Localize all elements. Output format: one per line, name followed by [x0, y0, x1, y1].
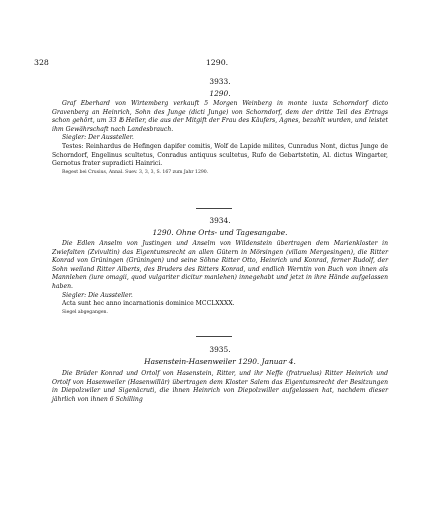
doc-number: 3933.: [209, 77, 231, 86]
doc-summary: Die Brüder Konrad und Ortolf von Hasenstein, Ritter, und ihr Neffe (fratruelus) Ritter Heinrich und Ortolf von Hasenweiler (Hasenwillär) übertragen dem Kloster Salem das Eigentumsrecht der Besitzungen in Diepolzwiler und Sigenäcruti, die ihnen Heinrich von Diepolzwiller aufgelassen hat, nachdem dieser jährlich von ihnen 6 Schilling: [52, 370, 388, 403]
doc-summary: Graf Eberhard von Wirtemberg verkauft 5 Morgen Weinberg in monte iuxta Schorndorf dicto Gravenberg an Heinrich, Sohn des Junge (dicti Junge) von Schorndorf, dem der dritte Teil des Ertrags schon gehört, um 33 ℔ Heller, die aus der Mitgift der Frau des Käufers, Agnes, bezahlt wurden, und leistet ihm Gewährschaft nach Landesbrauch.: [52, 100, 388, 133]
header-year: 1290.: [205, 58, 229, 67]
doc-entry: [52, 100, 388, 176]
section-divider: [196, 208, 232, 209]
doc-closing: Acta sunt hec anno incarnationis dominice MCCLXXXX.: [62, 300, 235, 308]
doc-heading: 1290.: [209, 89, 231, 98]
page-number: 328: [34, 58, 49, 67]
doc-summary: Die Edlen Anselm von Justingen und Anselm von Wildenstein übertragen dem Marienkloster in Zwiefalten (Zvivultin) das Eigentumsrecht an allen Gütern in Mörsingen (villam Mergesingen), die Ritter Konrad von Grüningen (Grüningen) und seine Söhne Ritter Otto, Heinrich und Konrad, ferner Rudolf, der Sohn weiland Ritter Alberts, des Bruders des Ritters Konrad, und endlich Werntin von Buch von ihnen als Mannlehen (iure omagii, quod vulgariter dicitur manlehen) innegehabt und jetzt in ihre Hände aufgelassen haben.: [52, 240, 388, 290]
doc-heading: 1290. Ohne Orts- und Tagesangabe.: [152, 228, 288, 237]
doc-note: Regest bei Crusius, Annal. Suev. 3, 3, 3, S. 167 zum Jahr 1290.: [62, 169, 209, 175]
doc-seal: Siegler: Der Aussteller.: [62, 134, 134, 142]
doc-heading: Hasenstein-Hasenweiler 1290. Januar 4.: [144, 357, 296, 366]
doc-note: Siegel abgegangen.: [62, 309, 108, 315]
doc-entry: [52, 240, 388, 316]
doc-number: 3935.: [209, 345, 231, 354]
section-divider: [196, 336, 232, 337]
doc-number: 3934.: [209, 216, 231, 225]
doc-seal: Siegler: Die Aussteller.: [62, 291, 133, 299]
doc-witnesses: Testes: Reinhardus de Hefingen dapifer comitis, Wolf de Lapide milites, Cunradus Nont, dictus Junge de Schorndorf, Engelinus scultetus, Conradus antiquus scultetus, Rufo de Gebartstetin, Al. dictus Wingarter, Gernotus frater supradicti Hainrici.: [52, 142, 388, 168]
doc-entry: [52, 370, 388, 404]
running-header: [34, 58, 400, 70]
